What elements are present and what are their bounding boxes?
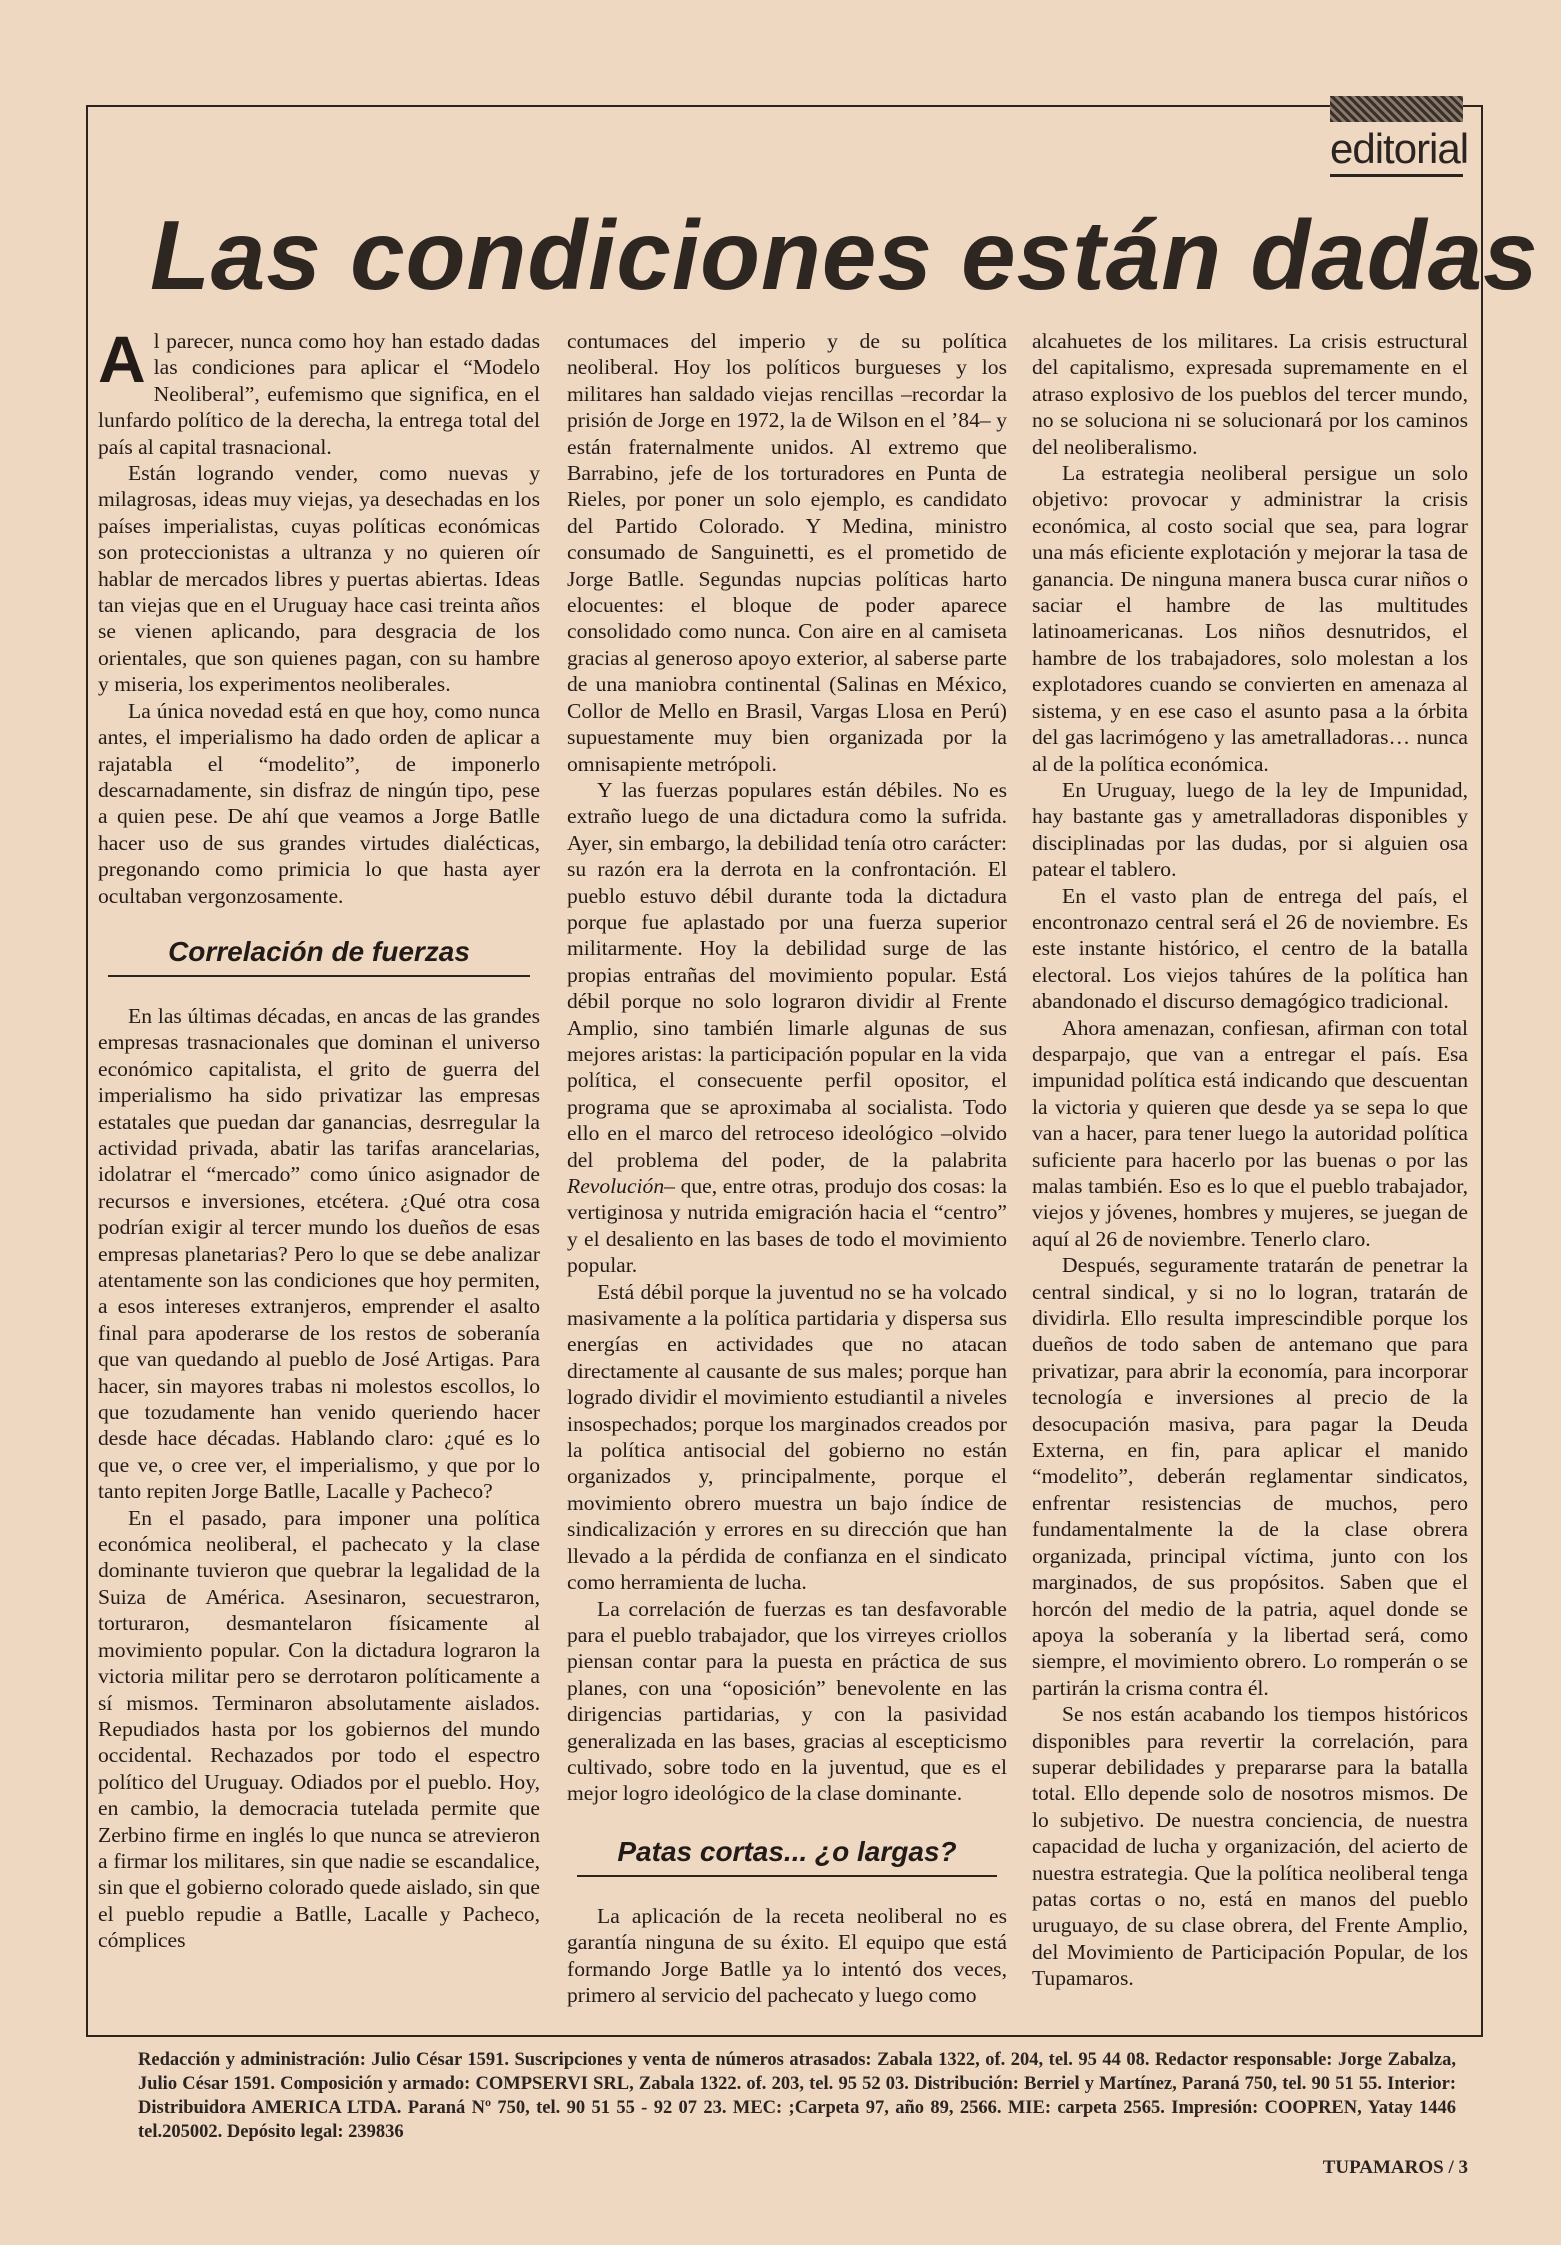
paragraph: Se nos están acabando los tiempos históricos disponibles para revertir la correlación, para superar debilidades y prepararse para la batalla total. Ello depende solo de nosotros mismos. De lo subjetivo. De nuestra conciencia, de nuestra capacidad de lucha y organización, del acierto de nuestra estrategia. Que la política neoliberal tenga patas cortas o no, está en manos del pueblo uruguayo, de su clase obrera, del Frente Amplio, del Movimiento de Participación Popular, de los Tupamaros. (1032, 1702, 1468, 1991)
column-3 (1032, 328, 1468, 1992)
subhead-text: Patas cortas... ¿o largas? (617, 1835, 957, 1867)
paragraph: Después, seguramente tratarán de penetrar la central sindical, y si no lo logran, tratarán de dividirla. Ello resulta imprescindible porque los dueños de todo saben de antemano que para privatizar, para abrir la economía, para incorporar tecnología e inversiones al precio de la desocupación masiva, para pagar la Deuda Externa, en fin, para aplicar el manido “modelito”, deberán reglamentar sindicatos, enfrentar resistencias de muchos, pero fundamentalmente la de la clase obrera organizada, principal víctima, junto con los marginados, de sus propósitos. Saben que el horcón del medio de la patria, aquel donde se apoya la soberanía y la libertad será, como siempre, el movimiento obrero. Lo romperán o se partirán la crisma contra él. (1032, 1253, 1468, 1700)
section-pattern (1330, 96, 1463, 122)
subhead-patas-cortas (567, 1835, 1007, 1873)
paragraph: En Uruguay, luego de la ley de Impunidad, hay bastante gas y ametralladoras disponibles y disciplinadas por las dudas, por si alguien osa patear el tablero. (1032, 777, 1468, 882)
masthead-credits: Redacción y administración: Julio César 1591. Suscripciones y venta de números atrasados: Zabala 1322, of. 204, tel. 95 44 08. Redactor responsable: Jorge Zabalza, Julio César 1591. Composición y armado: COMPSERVI SRL, Zabala 1322. of. 203, tel. 95 52 03. Distribución: Berriel y Martínez, Paraná 750, tel. 90 51 55. Interior: Distribuidora AMERICA LTDA. Paraná Nº 750, tel. 90 51 55 - 92 07 23. MEC: ;Carpeta 97, año 89, 2566. MIE: carpeta 2565. Impresión: COOPREN, Yatay 1446 tel.205002. Depósito legal: 239836 (138, 2050, 1456, 2142)
paragraph: alcahuetes de los militares. La crisis estructural del capitalismo, expresada supremamente en el atraso explosivo de los pueblos del tercer mundo, no se soluciona ni se solucionará por los caminos del neoliberalismo. (1032, 329, 1468, 459)
italic-word: Revolución (567, 1174, 665, 1198)
paragraph: En el vasto plan de entrega del país, el encontronazo central será el 26 de noviembre. Es este instante histórico, el centro de la batalla electoral. Los viejos tahúres de la política han abandonado el discurso demagógico tradicional. (1032, 883, 1468, 1014)
paragraph (98, 322, 540, 460)
paragraph: Están logrando vender, como nuevas y milagrosas, ideas muy viejas, ya desechadas en los países imperialistas, cuyas políticas económicas son proteccionistas a ultranza y no quieren oír hablar de mercados libres y puertas abiertas. Ideas tan viejas que en el Uruguay hace casi treinta años se vienen aplicando, para desgracia de los orientales, que son quienes pagan, con su hambre y miseria, los experimentos neoliberales. (98, 461, 540, 697)
paragraph: La estrategia neoliberal persigue un solo objetivo: provocar y administrar la crisis económica, al costo social que sea, para lograr una más eficiente explotación y mejorar la tasa de ganancia. De ninguna manera busca curar niños o saciar el hambre de las multitudes latinoamericanas. Los niños desnutridos, el hambre de los trabajadores, solo molestan a los explotadores cuando se convierten en amenaza al sistema, y en ese caso el asunto pasa a la órbita del gas lacrimógeno y las ametralladoras… nunca al de la política económica. (1032, 461, 1468, 776)
paragraph: La aplicación de la receta neoliberal no es garantía ninguna de su éxito. El equipo que está formando Jorge Batlle ya lo intentó dos veces, primero al servicio del pachecato y luego como (567, 1903, 1007, 2007)
subhead-rule (108, 975, 530, 977)
paragraph: contumaces del imperio y de su política neoliberal. Hoy los políticos burgueses y los militares han saldado viejas rencillas –recordar la prisión de Jorge en 1972, la de Wilson en el ’84– y están fraternalmente unidos. Al extremo que Barrabino, jefe de los torturadores en Punta de Rieles, por poner un solo ejemplo, es candidato del Partido Colorado. Y Medina, ministro consumado de Sanguinetti, es el prometido de Jorge Batlle. Segundas nupcias políticas harto elocuentes: el bloque de poder aparece consolidado como nunca. Con aire en al camiseta gracias al generoso apoyo exterior, al saberse parte de una maniobra continental (Salinas en México, Collor de Mello en Brasil, Vargas Llosa en Perú) supuestamente muy bien organizada por la omnisapiente metrópoli. (567, 329, 1007, 776)
section-tag (1330, 96, 1469, 180)
column-1 (98, 322, 540, 1954)
paragraph-tail: – que, entre otras, produjo dos cosas: la vertiginosa y nutrida emigración hacia el “centro” y el desaliento en las bases de todo el movimiento popular. (567, 1174, 1007, 1278)
subhead-text: Correlación de fuerzas (168, 935, 470, 967)
headline: Las condiciones están dadas (150, 200, 1539, 310)
drop-cap: A (98, 322, 146, 396)
subhead-correlacion (98, 935, 540, 973)
column-2 (567, 328, 1007, 2008)
paragraph: En las últimas décadas, en ancas de las grandes empresas trasnacionales que dominan el universo económico capitalista, el grito de guerra del imperialismo ha sido privatizar las empresas estatales que puedan dar ganancias, desrregular la actividad privada, abatir las tarifas arancelarias, idolatrar el “mercado” como único asignador de recursos e inversiones, etcétera. ¿Qué otra cosa podrían exigir al tercer mundo los dueños de esas empresas planetarias? Pero lo que se debe analizar atentamente son las condiciones que hoy permiten, a esos intereses extranjeros, emprender el asalto final para apoderarse de los restos de soberanía que van quedando al pueblo de José Artigas. Para hacer, sin mayores trabas ni molestos escollos, lo que tozudamente han venido queriendo hacer desde hace décadas. Hablando claro: ¿qué es lo que ve, o cree ver, el imperialismo, y que por lo tanto repiten Jorge Batlle, Lacalle y Pacheco? (98, 1003, 540, 1504)
paragraph: Y las fuerzas populares están débiles. No es extraño luego de una dictadura como la sufrida. Ayer, sin embargo, la debilidad tenía otro carácter: su razón era la derrota en la confrontación. El pueblo estuvo débil durante toda la dictadura porque fue aplastado por una fuerza superior militarmente. Hoy la debilidad surge de las propias entrañas del movimiento popular. Está débil porque no solo lograron dividir al Frente Amplio, sino también limarle algunas de sus mejores aristas: la participación popular en la vida política, el consecuente perfil opositor, el programa que se aproximaba al socialista. Todo ello en el marco del retroceso ideológico –olvido del problema del poder, de la palabrita Revolución– que, entre otras, produjo dos cosas: la vertiginosa y nutrida emigración hacia el “centro” y el desaliento en las bases de todo el movimiento popular. (567, 777, 1007, 1278)
subhead-rule (577, 1875, 997, 1877)
paragraph: La correlación de fuerzas es tan desfavorable para el pueblo trabajador, que los virreyes criollos piensan contar para la puesta en práctica de sus planes, con una “oposición” benevolente en las dirigencias partidarias, y con la pasividad generalizada en las bases, gracias al escepticismo cultivado, sobre todo en la juventud, que es el mejor logro ideológico de la clase dominante. (567, 1596, 1007, 1806)
page-footer: TUPAMAROS / 3 (1322, 2157, 1468, 2178)
paragraph: Ahora amenazan, confiesan, afirman con total desparpajo, que van a entregar el país. Esa impunidad política está indicando que descuentan la victoria y quieren que desde ya se sepa lo que van a hacer, para tener luego la autoridad política suficiente para hacerlo por las buenas o por las malas también. Eso es lo que el pueblo trabajador, viejos y jóvenes, hombres y mujeres, se juegan de aquí al 26 de noviembre. Tenerlo claro. (1032, 1015, 1468, 1251)
paragraph-text: l parecer, nunca como hoy han estado dadas las condiciones para aplicar el “Modelo Neoliberal”, eufemismo que significa, en el lunfardo político de la derecha, la entrega total del país al capital trasnacional. (98, 329, 540, 459)
paragraph: Está débil porque la juventud no se ha volcado masivamente a la política partidaria y dispersa sus energías en actividades que no atacan directamente al causante de sus males; porque han logrado dividir el movimiento estudiantil a niveles insospechados; porque los marginados creados por la política antisocial del gobierno no están organizados y, principalmente, porque el movimiento obrero muestra un bajo índice de sindicalización y errores en su dirección que han llevado a la pérdida de confianza en el sindicato como herramienta de lucha. (567, 1279, 1007, 1595)
section-label: editorial (1330, 126, 1463, 177)
paragraph: La única novedad está en que hoy, como nunca antes, el imperialismo ha dado orden de aplicar a rajatabla el “modelito”, de imponerlo descarnadamente, sin disfraz de ningún tipo, pese a quien pese. De ahí que veamos a Jorge Batlle hacer uso de sus grandes virtudes dialécticas, pregonando como primicia lo que hasta ayer ocultaban vergonzosamente. (98, 698, 540, 908)
paragraph: En el pasado, para imponer una política económica neoliberal, el pachecato y la clase dominante tuvieron que quebrar la legalidad de la Suiza de América. Asesinaron, secuestraron, torturaron, desmantelaron físicamente al movimiento popular. Con la dictadura lograron la victoria militar pero se derrotaron políticamente a sí mismos. Terminaron absolutamente aislados. Repudiados hasta por los gobiernos del mundo occidental. Rechazados por todo el espectro político del Uruguay. Odiados por el pueblo. Hoy, en cambio, la democracia tutelada permite que Zerbino firme en inglés lo que nunca se atrevieron a firmar los militares, sin que nadie se escandalice, sin que el gobierno colorado quede aislado, sin que el pueblo repudie a Batlle, Lacalle y Pacheco, cómplices (98, 1505, 540, 1953)
